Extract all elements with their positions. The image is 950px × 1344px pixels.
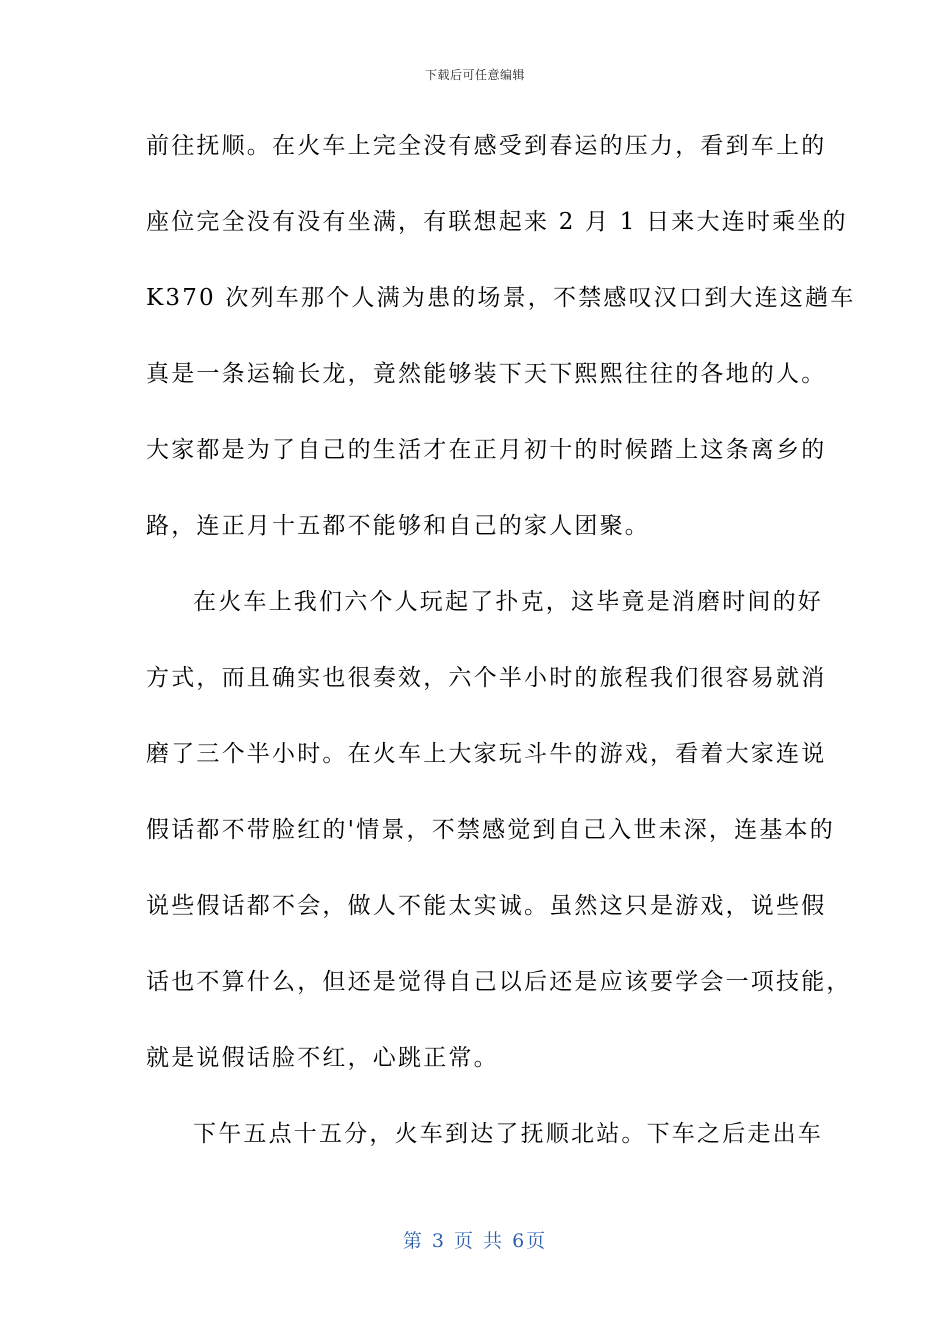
text-line: 说些假话都不会，做人不能太实诚。虽然这只是游戏，说些假: [146, 893, 827, 919]
text-line: 路，连正月十五都不能够和自己的家人团聚。: [146, 513, 650, 539]
document-body: [146, 120, 856, 1184]
text-line: 磨了三个半小时。在火车上大家玩斗牛的游戏，看着大家连说: [146, 741, 827, 767]
paragraph-start-line: 下午五点十五分，火车到达了抚顺北站。下车之后走出车: [193, 1121, 823, 1147]
text-line: 方式，而且确实也很奏效，六个半小时的旅程我们很容易就消: [146, 665, 827, 691]
text-line: 真是一条运输长龙，竟然能够装下天下熙熙往往的各地的人。: [146, 361, 827, 387]
page-header: 下载后可任意编辑: [424, 68, 525, 82]
page-number: 第 3 页 共 6页: [402, 1230, 548, 1252]
text-line: K370 次列车那个人满为患的场景，不禁感叹汉口到大连这趟车: [146, 285, 856, 311]
text-line: 话也不算什么，但还是觉得自己以后还是应该要学会一项技能，: [146, 969, 852, 995]
text-line: 就是说假话脸不红，心跳正常。: [146, 1045, 499, 1071]
text-line: 前往抚顺。在火车上完全没有感受到春运的压力，看到车上的: [146, 133, 827, 159]
paragraph-start-line: 在火车上我们六个人玩起了扑克，这毕竟是消磨时间的好: [193, 589, 823, 615]
text-line: 座位完全没有没有坐满，有联想起来 2 月 1 日来大连时乘坐的: [146, 209, 848, 235]
text-line: 假话都不带脸红的'情景，不禁感觉到自己入世未深，连基本的: [146, 817, 835, 843]
text-line: 大家都是为了自己的生活才在正月初十的时候踏上这条离乡的: [146, 437, 827, 463]
